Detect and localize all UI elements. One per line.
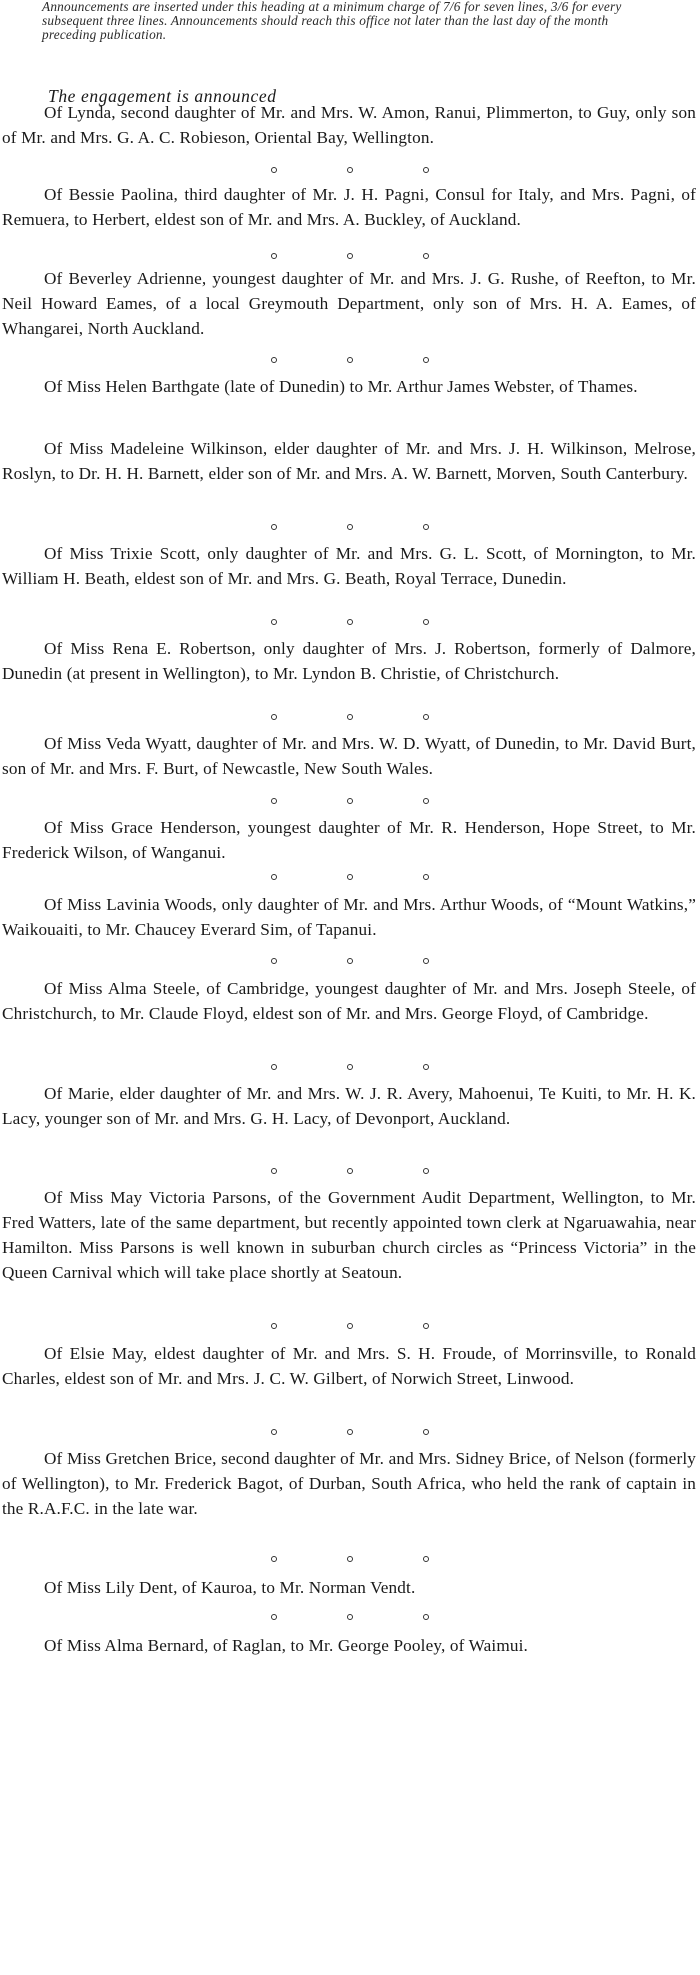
engagement-entry: Of Miss Trixie Scott, only daughter of Mr. and Mrs. G. L. Scott, of Mornington, to Mr. William H. Beath, eldest son of Mr. and Mrs. G. Beath, Royal Terrace, Dunedin. — [2, 544, 696, 588]
engagement-entry: Of Miss Lily Dent, of Kauroa, to Mr. Norman Vendt. — [44, 1578, 416, 1597]
engagement-entry: Of Miss Alma Steele, of Cambridge, youngest daughter of Mr. and Mrs. Joseph Steele, of Christchurch, to Mr. Claude Floyd, eldest son of Mr. and Mrs. George Floyd, of Cambridge. — [2, 979, 696, 1023]
engagement-entry: Of Miss Grace Henderson, youngest daughter of Mr. R. Henderson, Hope Street, to Mr. Frederick Wilson, of Wanganui. — [2, 818, 696, 862]
entry-separator — [0, 166, 700, 178]
entry-separator — [0, 618, 700, 630]
engagement-entry: Of Bessie Paolina, third daughter of Mr. J. H. Pagni, Consul for Italy, and Mrs. Pagni, of Remuera, to Herbert, eldest son of Mr. and Mrs. A. Buckley, of Auckland. — [2, 185, 696, 229]
entry-separator — [0, 957, 700, 969]
entry-separator — [0, 1428, 700, 1440]
engagement-entry: Of Miss Helen Barthgate (late of Dunedin) to Mr. Arthur James Webster, of Thames. — [44, 377, 638, 396]
entry-separator — [0, 356, 700, 368]
entry-separator — [0, 797, 700, 809]
engagement-entry: Of Lynda, second daughter of Mr. and Mrs. W. Amon, Ranui, Plimmerton, to Guy, only son of Mr. and Mrs. G. A. C. Robieson, Oriental Bay, Wellington. — [2, 103, 696, 147]
entry-separator — [0, 523, 700, 535]
engagement-entry: Of Marie, elder daughter of Mr. and Mrs. W. J. R. Avery, Mahoenui, Te Kuiti, to Mr. H. K. Lacy, younger son of Mr. and Mrs. G. H. Lacy, of Devonport, Auckland. — [2, 1084, 696, 1128]
engagement-entry: Of Miss Rena E. Robertson, only daughter of Mrs. J. Robertson, formerly of Dalmore, Dunedin (at present in Wellington), to Mr. Lyndon B. Christie, of Christchurch. — [2, 639, 696, 683]
entry-separator — [0, 1555, 700, 1567]
announcement-notice: Announcements are inserted under this heading at a minimum charge of 7/6 for seven lines, 3/6 for every subsequent three lines. Announcements should reach this office not later than the last day of the month preceding publication. — [42, 0, 622, 42]
engagement-entry: Of Miss Gretchen Brice, second daughter of Mr. and Mrs. Sidney Brice, of Nelson (formerly of Wellington), to Mr. Frederick Bagot, of Durban, South Africa, who held the rank of captain in the R.A.F.C. in the late war. — [2, 1449, 696, 1518]
entry-separator — [0, 252, 700, 264]
engagement-entry: Of Miss May Victoria Parsons, of the Government Audit Department, Wellington, to Mr. Fred Watters, late of the same department, but recently appointed town clerk at Ngaruawahia, near Hamilton. Miss Parsons is well known in suburban church circles as “Princess Victoria” in the Queen Carnival which will take place shortly at Seatoun. — [2, 1188, 696, 1282]
engagement-entry: Of Beverley Adrienne, youngest daughter of Mr. and Mrs. J. G. Rushe, of Reefton, to Mr. Neil Howard Eames, of a local Greymouth Department, only son of Mrs. H. A. Eames, of Whangarei, North Auckland. — [2, 269, 696, 338]
engagement-entry: Of Miss Veda Wyatt, daughter of Mr. and Mrs. W. D. Wyatt, of Dunedin, to Mr. David Burt, son of Mr. and Mrs. F. Burt, of Newcastle, New South Wales. — [2, 734, 696, 778]
engagement-entry: Of Miss Madeleine Wilkinson, elder daughter of Mr. and Mrs. J. H. Wilkinson, Melrose, Roslyn, to Dr. H. H. Barnett, elder son of Mr. and Mrs. A. W. Barnett, Morven, South Canterbury. — [2, 439, 696, 483]
engagement-entry: Of Miss Lavinia Woods, only daughter of Mr. and Mrs. Arthur Woods, of “Mount Watkins,” Waikouaiti, to Mr. Chaucey Everard Sim, of Tapanui. — [2, 895, 696, 939]
entry-separator — [0, 1322, 700, 1334]
entry-separator — [0, 713, 700, 725]
engagement-entry: Of Elsie May, eldest daughter of Mr. and Mrs. S. H. Froude, of Morrinsville, to Ronald Charles, eldest son of Mr. and Mrs. J. C. W. Gilbert, of Norwich Street, Linwood. — [2, 1344, 696, 1388]
engagement-entry: Of Miss Alma Bernard, of Raglan, to Mr. George Pooley, of Waimui. — [44, 1636, 528, 1655]
entry-separator — [0, 873, 700, 885]
entry-separator — [0, 1063, 700, 1075]
entry-separator — [0, 1167, 700, 1179]
section-heading: The engagement is announced — [48, 86, 277, 106]
entry-separator — [0, 1613, 700, 1625]
